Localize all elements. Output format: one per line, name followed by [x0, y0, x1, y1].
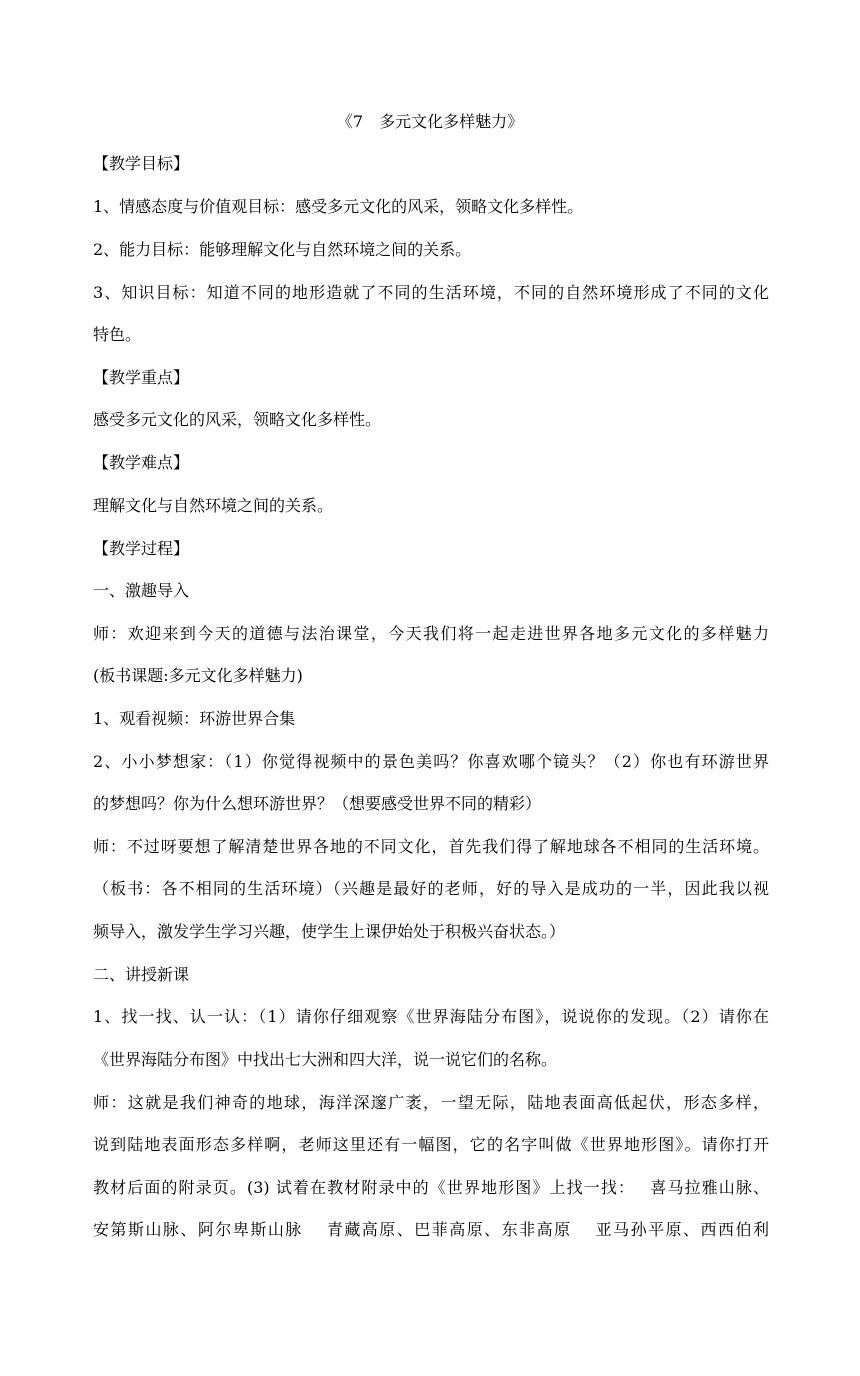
paragraph-line: 师：不过呀要想了解清楚世界各地的不同文化，首先我们得了解地球各不相同的生活环境。 — [93, 837, 769, 856]
paragraph-line: 1、观看视频：环游世界合集 — [93, 709, 296, 728]
paragraph-line: 教材后面的附录页。(3) 试着在教材附录中的《世界地形图》上找一找： 喜马拉雅山脉、 — [93, 1178, 769, 1197]
paragraph-line: 特色。 — [93, 325, 142, 344]
section-heading: 【教学难点】 — [93, 453, 190, 472]
section-heading: 【教学重点】 — [93, 368, 190, 387]
paragraph-line: (板书课题:多元文化多样魅力) — [93, 666, 303, 685]
paragraph-line: 《世界海陆分布图》中找出七大洲和四大洋，说一说它们的名称。 — [93, 1050, 558, 1069]
section-heading: 【教学目标】 — [93, 154, 190, 173]
paragraph-line: 2、小小梦想家：（1）你觉得视频中的景色美吗？你喜欢哪个镜头？（2）你也有环游世界 — [93, 752, 769, 771]
document-title: 《7 多元文化多样魅力》 — [336, 112, 524, 131]
paragraph-line: 频导入，激发学生学习兴趣，使学生上课伊始处于积极兴奋状态。） — [93, 922, 566, 941]
paragraph-line: 说到陆地表面形态多样啊，老师这里还有一幅图，它的名字叫做《世界地形图》。请你打开 — [93, 1135, 769, 1154]
paragraph-line: 1、找一找、认一认：（1）请你仔细观察《世界海陆分布图》，说说你的发现。（2）请你在 — [93, 1007, 769, 1026]
paragraph-line: 1、情感态度与价值观目标：感受多元文化的风采，领略文化多样性。 — [93, 197, 584, 216]
paragraph-line: 2、能力目标：能够理解文化与自然环境之间的关系。 — [93, 240, 472, 259]
section-heading: 【教学过程】 — [93, 539, 190, 558]
subsection-heading: 二、讲授新课 — [93, 965, 190, 984]
paragraph-line: 3、知识目标：知道不同的地形造就了不同的生活环境，不同的自然环境形成了不同的文化 — [93, 283, 769, 302]
subsection-heading: 一、激趣导入 — [93, 581, 190, 600]
paragraph-line: 师：欢迎来到今天的道德与法治课堂，今天我们将一起走进世界各地多元文化的多样魅力 — [93, 624, 769, 643]
paragraph-line: 感受多元文化的风采，领略文化多样性。 — [93, 410, 382, 429]
paragraph-line: 师：这就是我们神奇的地球，海洋深邃广袤，一望无际，陆地表面高低起伏，形态多样， — [93, 1093, 769, 1112]
paragraph-line: 理解文化与自然环境之间的关系。 — [93, 496, 334, 515]
paragraph-line: 的梦想吗？你为什么想环游世界？（想要感受世界不同的精彩） — [93, 794, 542, 813]
paragraph-line: 安第斯山脉、阿尔卑斯山脉 青藏高原、巴菲高原、东非高原 亚马孙平原、西西伯利 — [93, 1220, 769, 1239]
paragraph-line: （板书：各不相同的生活环境）（兴趣是最好的老师，好的导入是成功的一半，因此我以视 — [93, 879, 769, 898]
